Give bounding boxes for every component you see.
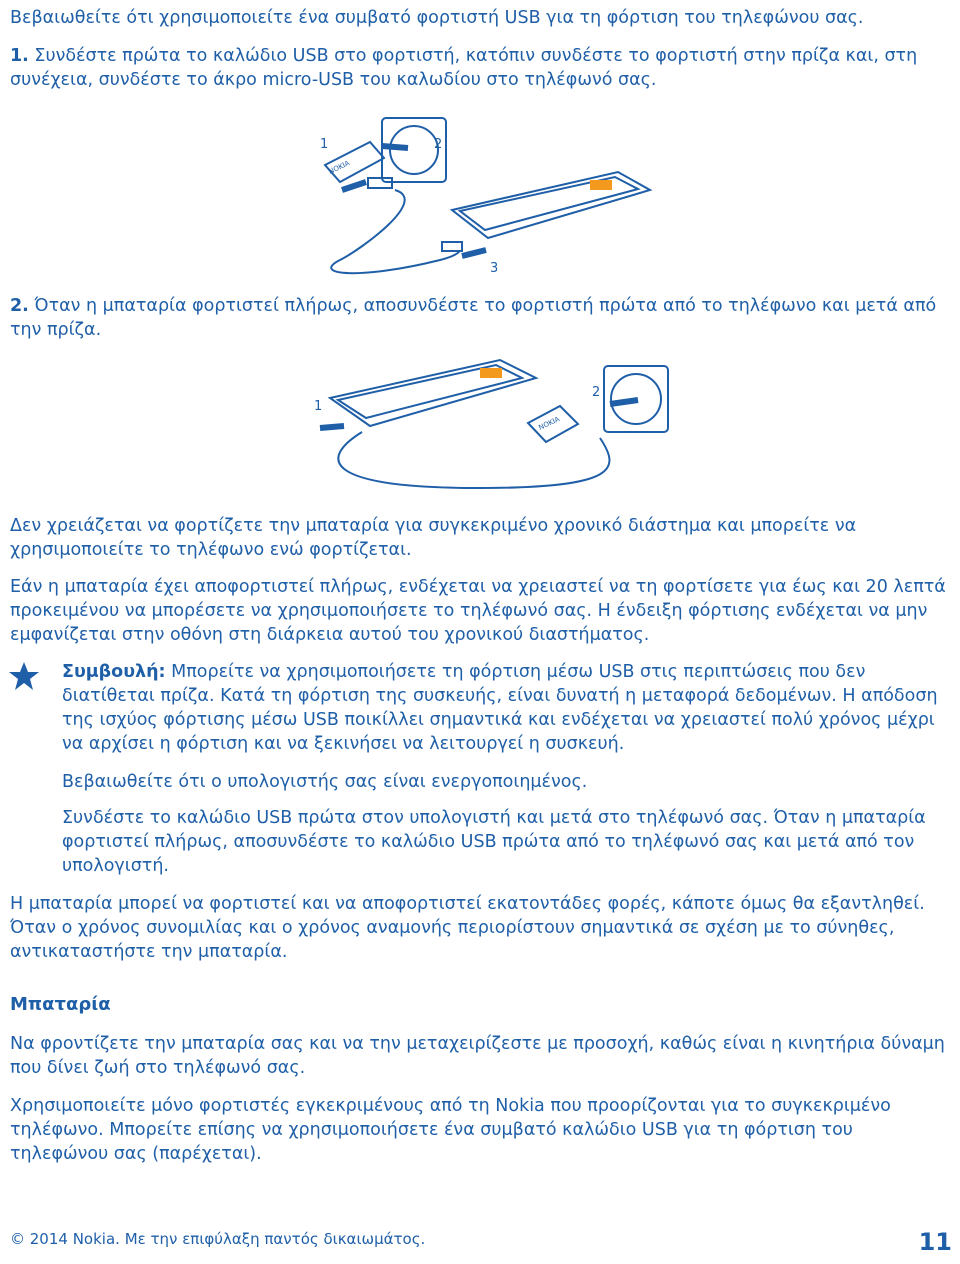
paragraph-fully-discharged: Εάν η μπαταρία έχει αποφορτιστεί πλήρως, ενδέχεται να χρειαστεί να τη φορτίσετε για έως και 20 λεπτά προκειμένου να μπορέσετε να χρησιμοποιήσετε το τηλέφωνό σας. Η ένδειξη φόρτισης ενδέχεται να μην εμφανίζεται στην οθόνη στη διάρκεια αυτού του χρονικού διαστήματος. (10, 577, 946, 645)
tip-computer-on: Βεβαιωθείτε ότι ο υπολογιστής σας είναι ενεργοποιημένος. (62, 772, 588, 792)
figure-disconnect-charger (300, 348, 670, 498)
arrow-3-icon (462, 250, 486, 256)
figure-1-label-3: 3 (490, 261, 499, 276)
step-1-number: 1. (10, 46, 29, 66)
step-2-number: 2. (10, 296, 29, 316)
star-icon (8, 661, 40, 691)
usb-cable (338, 432, 609, 488)
tip-connect-order: Συνδέστε το καλώδιο USB πρώτα στον υπολογιστή και μετά στο τηλέφωνό σας. Όταν η μπαταρία φορτιστεί πλήρως, αποσυνδέστε το καλώδιο USB πρώτα από το τηλέφωνό σας και μετά από τον υπολογιστή. (62, 808, 926, 876)
paragraph-battery-life: Η μπαταρία μπορεί να φορτιστεί και να αποφορτιστεί εκατοντάδες φορές, κάποτε όμως θα εξαντληθεί. Όταν ο χρόνος συνομιλίας και ο χρόνος αναμονής περιορίστουν σημαντικά σε σχέση με το σύνηθες, αντικαταστήστε την μπαταρία. (10, 894, 925, 962)
step-1-text: Συνδέστε πρώτα το καλώδιο USB στο φορτιστή, κατόπιν συνδέστε το φορτιστή στην πρίζα και, στη συνέχεια, συνδέστε το άκρο micro-USB του καλωδίου στο τηλέφωνό σας. (10, 46, 918, 90)
figure-1-label-2: 2 (434, 137, 443, 152)
tip-label: Συμβουλή: (62, 662, 166, 682)
step-1 (10, 44, 955, 92)
battery-paragraph-2: Χρησιμοποιείτε μόνο φορτιστές εγκεκριμένους από τη Nokia που προορίζονται για το συγκεκριμένο τηλέφωνο. Μπορείτε επίσης να χρησιμοποιήσετε ένα συμβατό καλώδιο USB για τη φόρτιση του τηλεφώνου σας (παρέχεται). (10, 1096, 891, 1164)
screen-tile (590, 180, 612, 190)
battery-heading: Μπαταρία (10, 994, 111, 1015)
arrow-2-icon (342, 182, 366, 190)
arrow-1-icon (320, 426, 344, 428)
tip-paragraph (62, 660, 955, 756)
charger-logo: NOKIA (537, 415, 561, 432)
usb-cable (331, 190, 460, 273)
step-2-text: Όταν η μπαταρία φορτιστεί πλήρως, αποσυνδέστε το φορτιστή πρώτα από το τηλέφωνο και μετά από την πρίζα. (10, 296, 937, 340)
figure-2-label-1: 1 (314, 399, 323, 414)
charger (325, 142, 384, 182)
paragraph-no-fixed-time: Δεν χρειάζεται να φορτίζετε την μπαταρία για συγκεκριμένο χρονικό διάστημα και μπορείτε να χρησιμοποιείτε το τηλέφωνο ενώ φορτίζεται. (10, 516, 857, 560)
tip-text: Μπορείτε να χρησιμοποιήσετε τη φόρτιση μέσω USB στις περιπτώσεις που δεν διατίθεται πρίζα. Κατά τη φόρτιση της συσκευής, είναι δυνατή η μεταφορά δεδομένων. Η απόδοση της ισχύος φόρτισης μέσω USB ποικίλλει σημαντικά και ενδέχεται να χρειαστεί πολύ χρόνος μέχρι να αρχίσει η φόρτιση και να ξεκινήσει να λειτουργεί η συσκευή. (62, 662, 938, 754)
page-number: 11 (918, 1228, 952, 1256)
battery-paragraph-1: Να φροντίζετε την μπαταρία σας και να την μεταχειρίζεστε με προσοχή, καθώς είναι η κινητήρια δύναμη που δίνει ζωή στο τηλέφωνό σας. (10, 1034, 945, 1078)
arrow-1-icon (382, 146, 408, 148)
figure-1-label-1: 1 (320, 137, 329, 152)
screen-tile (480, 368, 502, 378)
arrow-2-icon (610, 400, 638, 404)
figure-2-label-2: 2 (592, 385, 601, 400)
figure-connect-charger (300, 110, 670, 280)
footer-copyright: © 2014 Nokia. Με την επιφύλαξη παντός δικαιωμάτος. (10, 1230, 426, 1248)
step-2 (10, 294, 955, 342)
charger-logo: NOKIA (327, 159, 351, 176)
intro-text: Βεβαιωθείτε ότι χρησιμοποιείτε ένα συμβατό φορτιστή USB για τη φόρτιση του τηλεφώνου σας. (10, 8, 864, 28)
micro-usb-plug (442, 242, 462, 251)
